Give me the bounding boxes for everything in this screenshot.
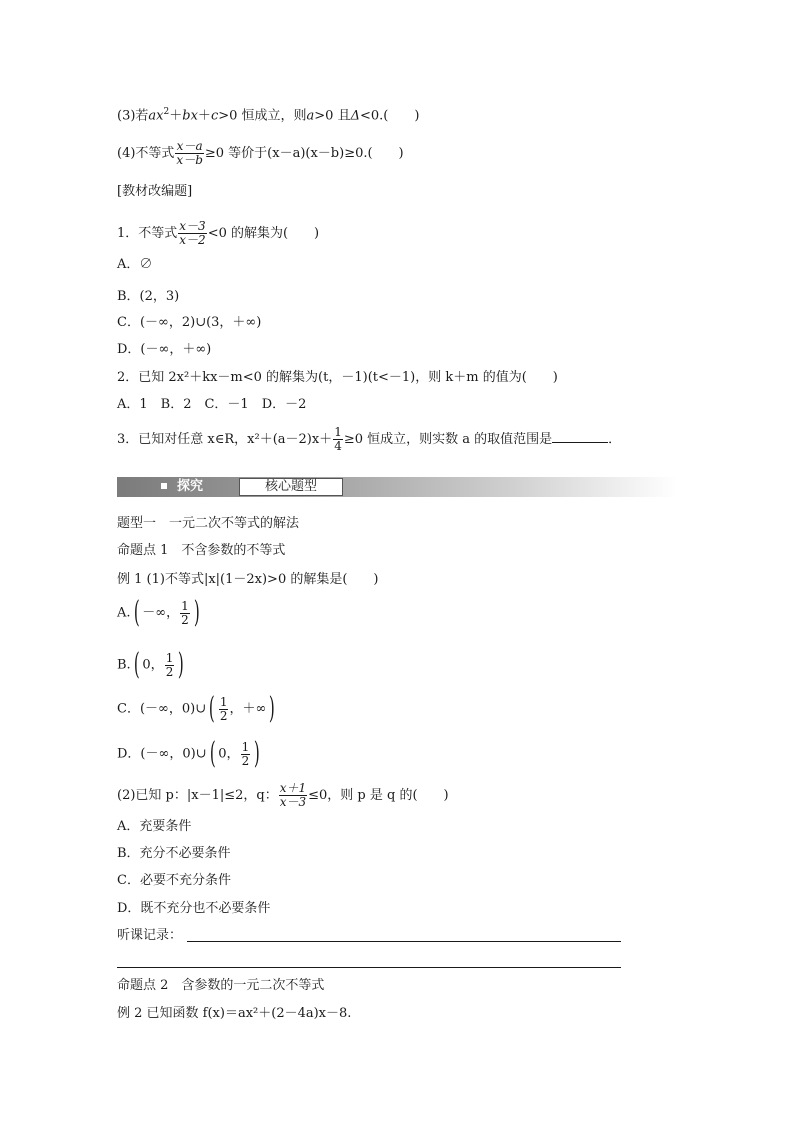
p3-pre: 3．已知对任意 x∈R，x²＋(a－2)x＋ (117, 432, 333, 447)
banner-square-icon (161, 483, 167, 489)
ex1-d-den: 2 (241, 753, 250, 768)
ex1-p2-fraction (279, 782, 307, 809)
q3-a2: a (306, 108, 315, 124)
ex1-a-inner: －∞， (142, 605, 180, 621)
q3-gt: >0 且 (314, 108, 351, 124)
p3-num: 1 (334, 425, 342, 439)
notes-label: 听课记录： (117, 928, 183, 943)
ex1-c-pre: C．(－∞，0)∪ (117, 701, 207, 717)
q3-plus: ＋ (197, 108, 211, 124)
notes-line-1[interactable] (187, 941, 621, 942)
ex1-a-num: 1 (181, 598, 189, 613)
example-2-stem: 例 2 已知函数 f(x)＝ax²＋(2－4a)x－8. (117, 1006, 352, 1021)
ex1-part-2-stem (117, 782, 449, 809)
q4-num: x－a (176, 139, 203, 153)
p3-post: ≥0 恒成立，则实数 a 的取值范围是 (343, 432, 553, 447)
ex1-d-inner: 0， (218, 746, 240, 762)
ex1-b-inner: 0， (142, 657, 164, 673)
p1-option-d: D．(－∞，＋∞) (117, 342, 212, 357)
ex1-p2-option-b: B．充分不必要条件 (117, 846, 231, 861)
ex1-a-rparen: ) (193, 595, 200, 630)
ex1-p2-post: ≤0，则 p 是 q 的( ) (308, 788, 449, 803)
ex1-c-lparen: ( (209, 691, 215, 726)
p1-den: x－2 (179, 233, 206, 247)
ex1-c-num: 1 (219, 694, 228, 709)
problem-3-stem (117, 426, 621, 453)
p1-option-c: C．(－∞，2)∪(3，＋∞) (117, 315, 262, 330)
q3-exp: 2 (163, 107, 170, 117)
p3-fraction (333, 426, 343, 453)
p1-pre: 1．不等式 (117, 226, 178, 241)
p1-fraction (178, 220, 206, 247)
type-1-heading: 题型一 一元二次不等式的解法 (117, 516, 300, 531)
ex1-c-den: 2 (219, 708, 228, 723)
p1-option-a: A．∅ (117, 257, 153, 272)
p3-den: 4 (334, 439, 342, 453)
q4-rest: ≥0 等价于(x－a)(x－b)≥0.( ) (204, 146, 404, 161)
problem-2-stem: 2．已知 2x²＋kx－m<0 的解集为(t，－1)(t<－1)，则 k＋m 的值为( ) (117, 370, 558, 385)
ex1-d-rparen: ) (254, 736, 260, 771)
ex1-p2-pre: (2)已知 p：|x－1|≤2，q： (117, 788, 278, 803)
problem-2-options: A．1 B．2 C．－1 D．－2 (117, 397, 307, 412)
banner-left (125, 477, 235, 497)
q4-prefix: (4)不等式 (117, 146, 175, 161)
question-4 (117, 140, 404, 167)
section-textbook: [教材改编题] (117, 184, 193, 199)
q3-mid: ＋ (169, 108, 183, 124)
p1-post: <0 的解集为( ) (207, 226, 320, 241)
ex1-option-c (117, 691, 278, 726)
ex1-p2-option-d: D．既不充分也不必要条件 (117, 901, 271, 916)
q3-prefix: (3)若 (117, 108, 149, 124)
point-1-heading: 命题点 1 不含参数的不等式 (117, 543, 286, 558)
ex1-p2-den: x－3 (279, 795, 307, 809)
banner-right: 核心题型 (239, 478, 343, 496)
q3-b: bx (182, 108, 198, 124)
ex1-a-den: 2 (181, 612, 189, 627)
banner-left-label: 探究 (177, 479, 204, 494)
q3-a: ax (148, 108, 164, 124)
q3-delta: Δ (350, 108, 360, 124)
p3-end: ． (608, 432, 622, 447)
ex1-b-den: 2 (165, 664, 174, 679)
ex1-option-b (117, 647, 187, 682)
example-1-stem: 例 1 (1)不等式|x|(1－2x)>0 的解集是( ) (117, 572, 379, 587)
problem-1-stem (117, 220, 319, 247)
q3-end: <0.( ) (359, 108, 420, 124)
ex1-d-num: 1 (241, 739, 250, 754)
q4-den: x－b (176, 153, 203, 167)
q3-rest: >0 恒成立，则 (218, 108, 307, 124)
q4-fraction (175, 140, 203, 167)
ex1-option-d (117, 736, 263, 771)
ex1-a-pre: A. (117, 605, 131, 621)
question-3 (117, 104, 419, 124)
p1-option-b: B．(2，3) (117, 289, 180, 304)
ex1-b-pre: B. (117, 657, 131, 673)
ex1-a-lparen: ( (133, 595, 140, 630)
ex1-b-fraction (165, 652, 175, 679)
ex1-p2-option-c: C．必要不充分条件 (117, 873, 231, 888)
ex1-b-lparen: ( (133, 647, 140, 682)
answer-blank[interactable] (552, 430, 608, 443)
notes-line-2[interactable] (117, 967, 621, 968)
ex1-d-lparen: ( (209, 736, 216, 771)
q3-c: c (210, 108, 219, 124)
ex1-c-fraction (219, 696, 229, 723)
ex1-p2-num: x＋1 (279, 781, 307, 795)
ex1-b-num: 1 (165, 650, 174, 665)
ex1-d-pre: D．(－∞，0)∪ (117, 746, 207, 762)
ex1-c-rparen: ) (269, 691, 276, 726)
section-banner (117, 477, 677, 497)
ex1-d-fraction (241, 741, 251, 768)
ex1-a-fraction (180, 600, 190, 627)
point-2-heading: 命题点 2 含参数的一元二次不等式 (117, 978, 325, 993)
ex1-b-rparen: ) (178, 647, 185, 682)
p1-num: x－3 (179, 219, 206, 233)
ex1-option-a (117, 595, 202, 630)
ex1-p2-option-a: A．充要条件 (117, 819, 192, 834)
ex1-c-post: ，＋∞ (229, 701, 267, 717)
